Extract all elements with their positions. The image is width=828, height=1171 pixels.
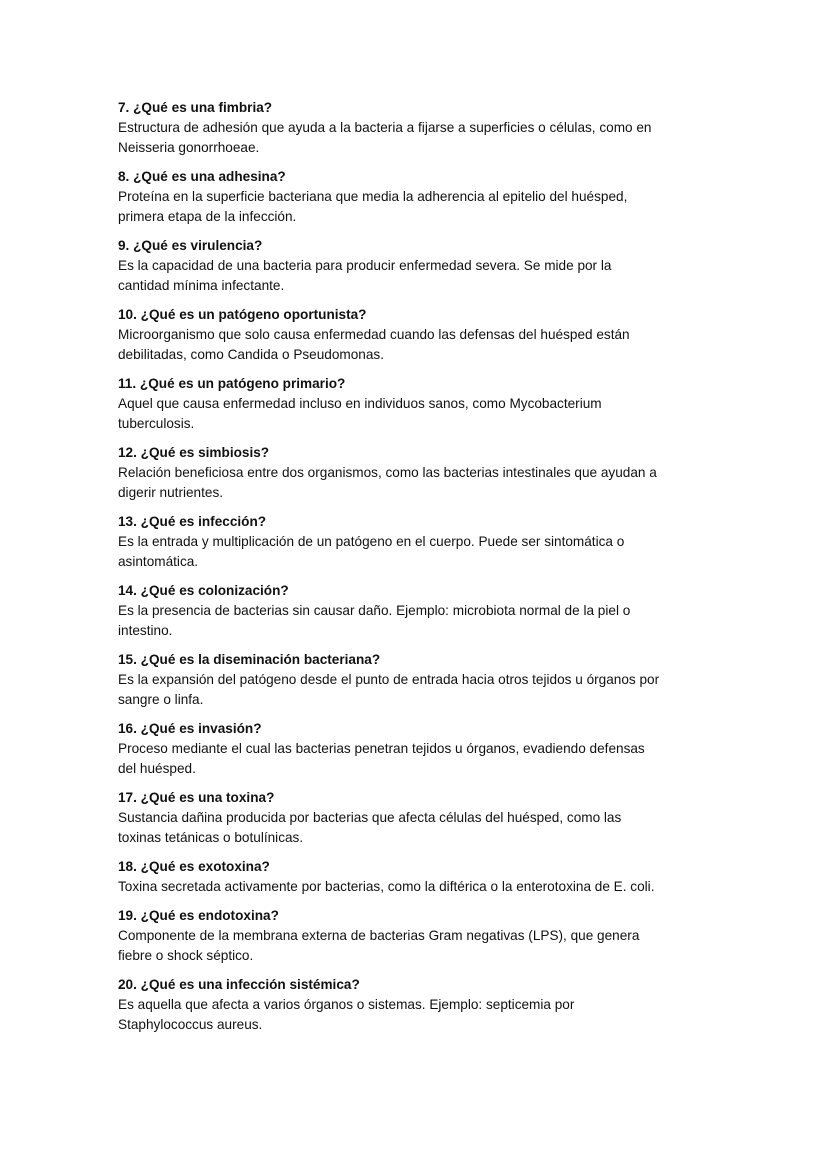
answer-line: cantidad mínima infectante.: [118, 278, 285, 293]
answer-line: Es aquella que afecta a varios órganos o sistemas. Ejemplo: septicemia por: [118, 997, 575, 1012]
answer-line: debilitadas, como Candida o Pseudomonas.: [118, 347, 385, 362]
qa-item-8: [118, 167, 718, 227]
question-heading: 15. ¿Qué es la diseminación bacteriana?: [118, 652, 381, 667]
question-heading: 13. ¿Qué es infección?: [118, 514, 267, 529]
qa-item-19: [118, 906, 718, 966]
question-heading: 14. ¿Qué es colonización?: [118, 583, 289, 598]
answer-line: Relación beneficiosa entre dos organismos, como las bacterias intestinales que ayudan a: [118, 465, 657, 480]
answer-line: Aquel que causa enfermedad incluso en individuos sanos, como Mycobacterium: [118, 396, 602, 411]
answer-line: intestino.: [118, 623, 173, 638]
question-heading: 16. ¿Qué es invasión?: [118, 721, 262, 736]
answer-line: Toxina secretada activamente por bacterias, como la diftérica o la enterotoxina de E. coli.: [118, 879, 655, 894]
question-heading: 7. ¿Qué es una fimbria?: [118, 100, 273, 115]
qa-item-13: [118, 512, 718, 572]
answer-line: Es la presencia de bacterias sin causar daño. Ejemplo: microbiota normal de la piel o: [118, 603, 631, 618]
answer-line: tuberculosis.: [118, 416, 195, 431]
question-heading: 20. ¿Qué es una infección sistémica?: [118, 977, 360, 992]
qa-item-14: [118, 581, 718, 641]
answer-line: Proteína en la superficie bacteriana que media la adherencia al epitelio del huésped,: [118, 189, 628, 204]
answer-line: digerir nutrientes.: [118, 485, 224, 500]
document-page: [118, 98, 718, 1044]
question-heading: 18. ¿Qué es exotoxina?: [118, 859, 270, 874]
qa-item-9: [118, 236, 718, 296]
question-heading: 11. ¿Qué es un patógeno primario?: [118, 376, 346, 391]
answer-line: sangre o linfa.: [118, 692, 204, 707]
answer-line: Es la expansión del patógeno desde el punto de entrada hacia otros tejidos u órganos por: [118, 672, 660, 687]
answer-line: Proceso mediante el cual las bacterias penetran tejidos u órganos, evadiendo defensas: [118, 741, 645, 756]
qa-item-18: [118, 857, 718, 897]
answer-line: Staphylococcus aureus.: [118, 1017, 263, 1032]
answer-line: del huésped.: [118, 761, 196, 776]
qa-item-15: [118, 650, 718, 710]
answer-line: asintomática.: [118, 554, 199, 569]
qa-item-20: [118, 975, 718, 1035]
question-heading: 19. ¿Qué es endotoxina?: [118, 908, 279, 923]
question-heading: 17. ¿Qué es una toxina?: [118, 790, 275, 805]
question-heading: 12. ¿Qué es simbiosis?: [118, 445, 270, 460]
answer-line: Estructura de adhesión que ayuda a la bacteria a fijarse a superficies o células, como en: [118, 120, 652, 135]
answer-line: Es la capacidad de una bacteria para producir enfermedad severa. Se mide por la: [118, 258, 612, 273]
answer-line: primera etapa de la infección.: [118, 209, 297, 224]
answer-line: Neisseria gonorrhoeae.: [118, 140, 260, 155]
answer-line: Es la entrada y multiplicación de un patógeno en el cuerpo. Puede ser sintomática o: [118, 534, 625, 549]
answer-line: fiebre o shock séptico.: [118, 948, 254, 963]
qa-item-12: [118, 443, 718, 503]
qa-item-16: [118, 719, 718, 779]
qa-item-11: [118, 374, 718, 434]
answer-line: toxinas tetánicas o botulínicas.: [118, 830, 304, 845]
answer-line: Microorganismo que solo causa enfermedad cuando las defensas del huésped están: [118, 327, 630, 342]
qa-item-7: [118, 98, 718, 158]
qa-item-10: [118, 305, 718, 365]
answer-line: Sustancia dañina producida por bacterias que afecta células del huésped, como las: [118, 810, 622, 825]
qa-item-17: [118, 788, 718, 848]
answer-line: Componente de la membrana externa de bacterias Gram negativas (LPS), que genera: [118, 928, 640, 943]
question-heading: 10. ¿Qué es un patógeno oportunista?: [118, 307, 367, 322]
question-heading: 9. ¿Qué es virulencia?: [118, 238, 263, 253]
question-heading: 8. ¿Qué es una adhesina?: [118, 169, 286, 184]
